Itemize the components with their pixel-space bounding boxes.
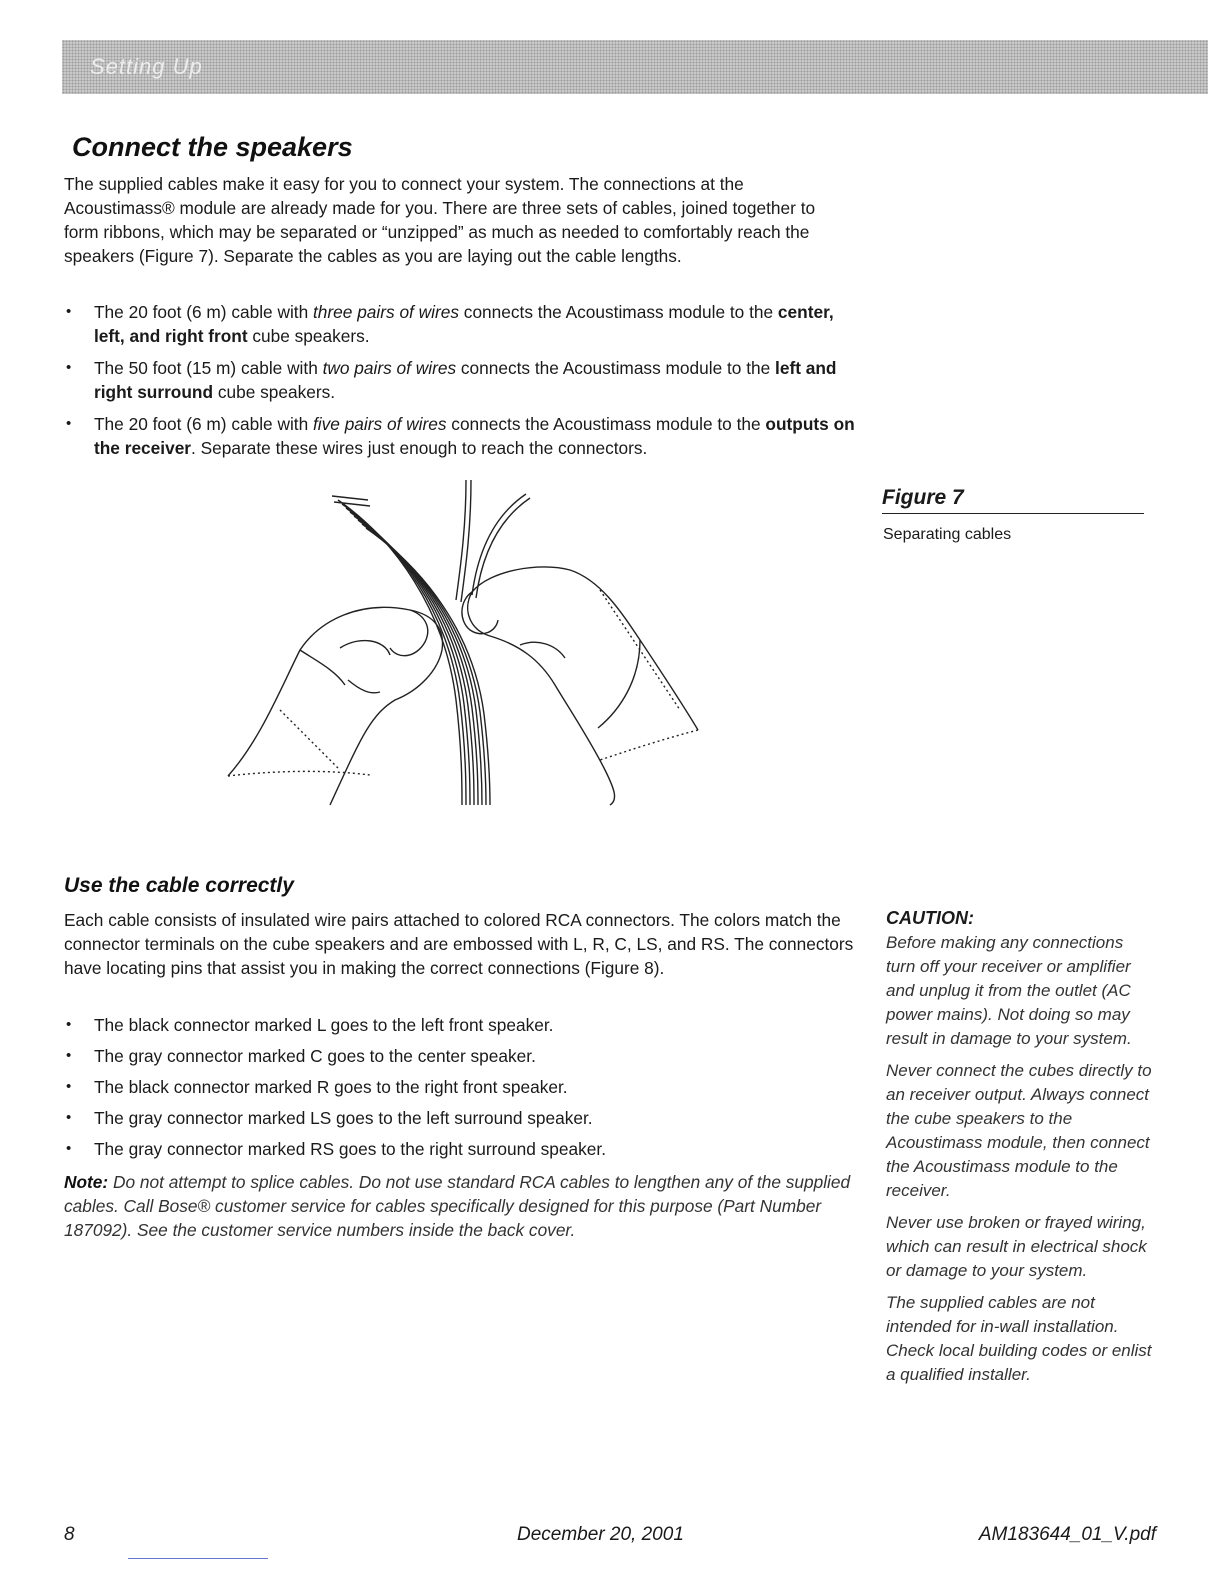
list-item: • The gray connector marked RS goes to the right surround speaker.	[64, 1137, 854, 1161]
caution-title: CAUTION:	[886, 908, 974, 928]
list-item: • The 20 foot (6 m) cable with three pairs of wires connects the Acoustimass module to the center, left, and right front cube speakers.	[64, 300, 864, 348]
section-header-label: Setting Up	[90, 54, 203, 79]
section-title-connect-speakers: Connect the speakers	[72, 132, 353, 162]
caution-paragraph: Before making any connections turn off your receiver or amplifier and unplug it from the outlet (AC power mains). Not doing so may result in damage to your system.	[886, 933, 1132, 1048]
footer-filename: AM183644_01_V.pdf	[978, 1524, 1156, 1545]
caution-paragraph: Never connect the cubes directly to an receiver output. Always connect the cube speakers to the Acoustimass module, then connect the Acoustimass module to the receiver.	[886, 1061, 1152, 1200]
list-item: • The black connector marked L goes to the left front speaker.	[64, 1013, 854, 1037]
section-header-band	[62, 40, 1208, 94]
note-text: Do not attempt to splice cables. Do not use standard RCA cables to lengthen any of the supplied cables. Call Bose® customer service for cables specifically designed for this purpose (Part Number 187092). See the customer service numbers inside the back cover.	[64, 1172, 851, 1240]
footer-rule	[128, 1558, 268, 1559]
caution-paragraph: Never use broken or frayed wiring, which can result in electrical shock or damage to your system.	[886, 1213, 1147, 1280]
separating-cables-illustration	[220, 470, 710, 810]
figure-caption: Separating cables	[883, 526, 1012, 543]
section-title-use-cable: Use the cable correctly	[64, 874, 294, 897]
list-item: • The black connector marked R goes to the right front speaker.	[64, 1075, 854, 1099]
list-item: • The 50 foot (15 m) cable with two pairs of wires connects the Acoustimass module to the left and right surround cube speakers.	[64, 356, 864, 404]
list-item: • The gray connector marked LS goes to the left surround speaker.	[64, 1106, 854, 1130]
caution-paragraph: The supplied cables are not intended for in-wall installation. Check local building codes or enlist a qualified installer.	[886, 1293, 1152, 1384]
cable-description-paragraph: Each cable consists of insulated wire pairs attached to colored RCA connectors. The colors match the connector terminals on the cube speakers and are embossed with L, R, C, LS, and RS. The connectors have locating pins that assist you in making the correct connections (Figure 8).	[64, 910, 854, 978]
right-hand	[462, 567, 698, 805]
list-item: • The gray connector marked C goes to the center speaker.	[64, 1044, 854, 1068]
intro-paragraph: The supplied cables make it easy for you to connect your system. The connections at the Acoustimass® module are already made for you. There are three sets of cables, joined together to form ribbons, which may be separated or “unzipped” as much as needed to comfortably reach the speakers (Figure 7). Separate the cables as you are laying out the cable lengths.	[64, 174, 816, 266]
figure-title: Figure 7	[882, 486, 1144, 514]
cable-bullet-list	[64, 300, 864, 468]
separated-wires	[456, 480, 530, 602]
note-paragraph	[64, 1170, 864, 1242]
list-item: • The 20 foot (6 m) cable with five pairs of wires connects the Acoustimass module to the outputs on the receiver. Separate these wires just enough to reach the connectors.	[64, 412, 864, 460]
caution-sidebar	[886, 908, 1156, 1395]
footer-date: December 20, 2001	[517, 1524, 684, 1545]
page-number: 8	[64, 1524, 75, 1545]
left-hand	[228, 607, 443, 805]
cable-ribbon	[332, 496, 490, 805]
connector-bullet-list	[64, 1013, 854, 1168]
note-label: Note:	[64, 1172, 109, 1192]
